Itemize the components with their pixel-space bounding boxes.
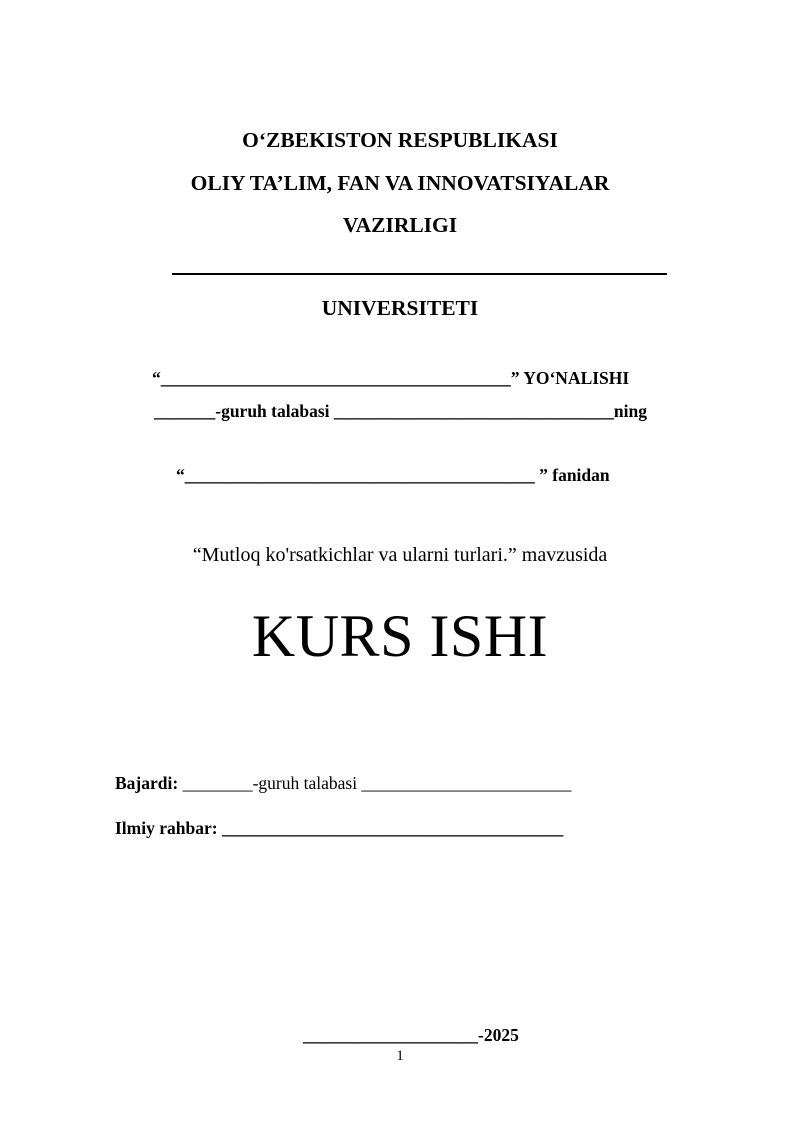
- supervisor-label: Ilmiy rahbar:: [115, 818, 218, 838]
- footer-city-year: [303, 1025, 519, 1046]
- university-label: UNIVERSITETI: [321, 296, 479, 320]
- subject-blank: ________________________________________: [184, 465, 535, 485]
- subject-open-quote: “: [176, 465, 185, 485]
- ministry-line-1: O‘ZBEKISTON RESPUBLIKASI: [242, 128, 558, 152]
- group-blank: _______: [154, 401, 216, 421]
- supervisor-blank: _______________________________________: [217, 818, 564, 838]
- performed-by-label: Bajardi:: [115, 773, 179, 793]
- ministry-line-3: VAZIRLIGI: [342, 213, 458, 237]
- topic-line: “Mutloq ko'rsatkichlar va ularni turlari.” mavzusida: [192, 544, 608, 566]
- year-text: -2025: [478, 1025, 519, 1045]
- performed-by-text: ________-guruh talabasi ________________________: [178, 773, 572, 793]
- supervisor-line: [115, 818, 563, 839]
- ministry-line-2: OLIY TA’LIM, FAN VA INNOVATSIYALAR: [190, 171, 610, 195]
- city-blank: ____________________: [303, 1025, 478, 1045]
- direction-open-quote: “: [152, 368, 161, 388]
- group-student-line: [154, 401, 647, 422]
- subject-suffix: ” fanidan: [534, 465, 610, 485]
- group-line-suffix: ning: [613, 401, 647, 421]
- group-student-text: -guruh talabasi: [215, 401, 334, 421]
- page-number: 1: [396, 1048, 404, 1064]
- university-name-blank: [172, 273, 667, 275]
- direction-suffix: ” YO‘NALISHI: [510, 368, 630, 388]
- document-title: KURS ISHI: [251, 603, 549, 669]
- direction-line: [152, 368, 629, 389]
- direction-blank: ________________________________________: [160, 368, 511, 388]
- student-name-blank: ________________________________: [333, 401, 614, 421]
- subject-line: [176, 465, 610, 486]
- performed-by-line: [115, 773, 571, 794]
